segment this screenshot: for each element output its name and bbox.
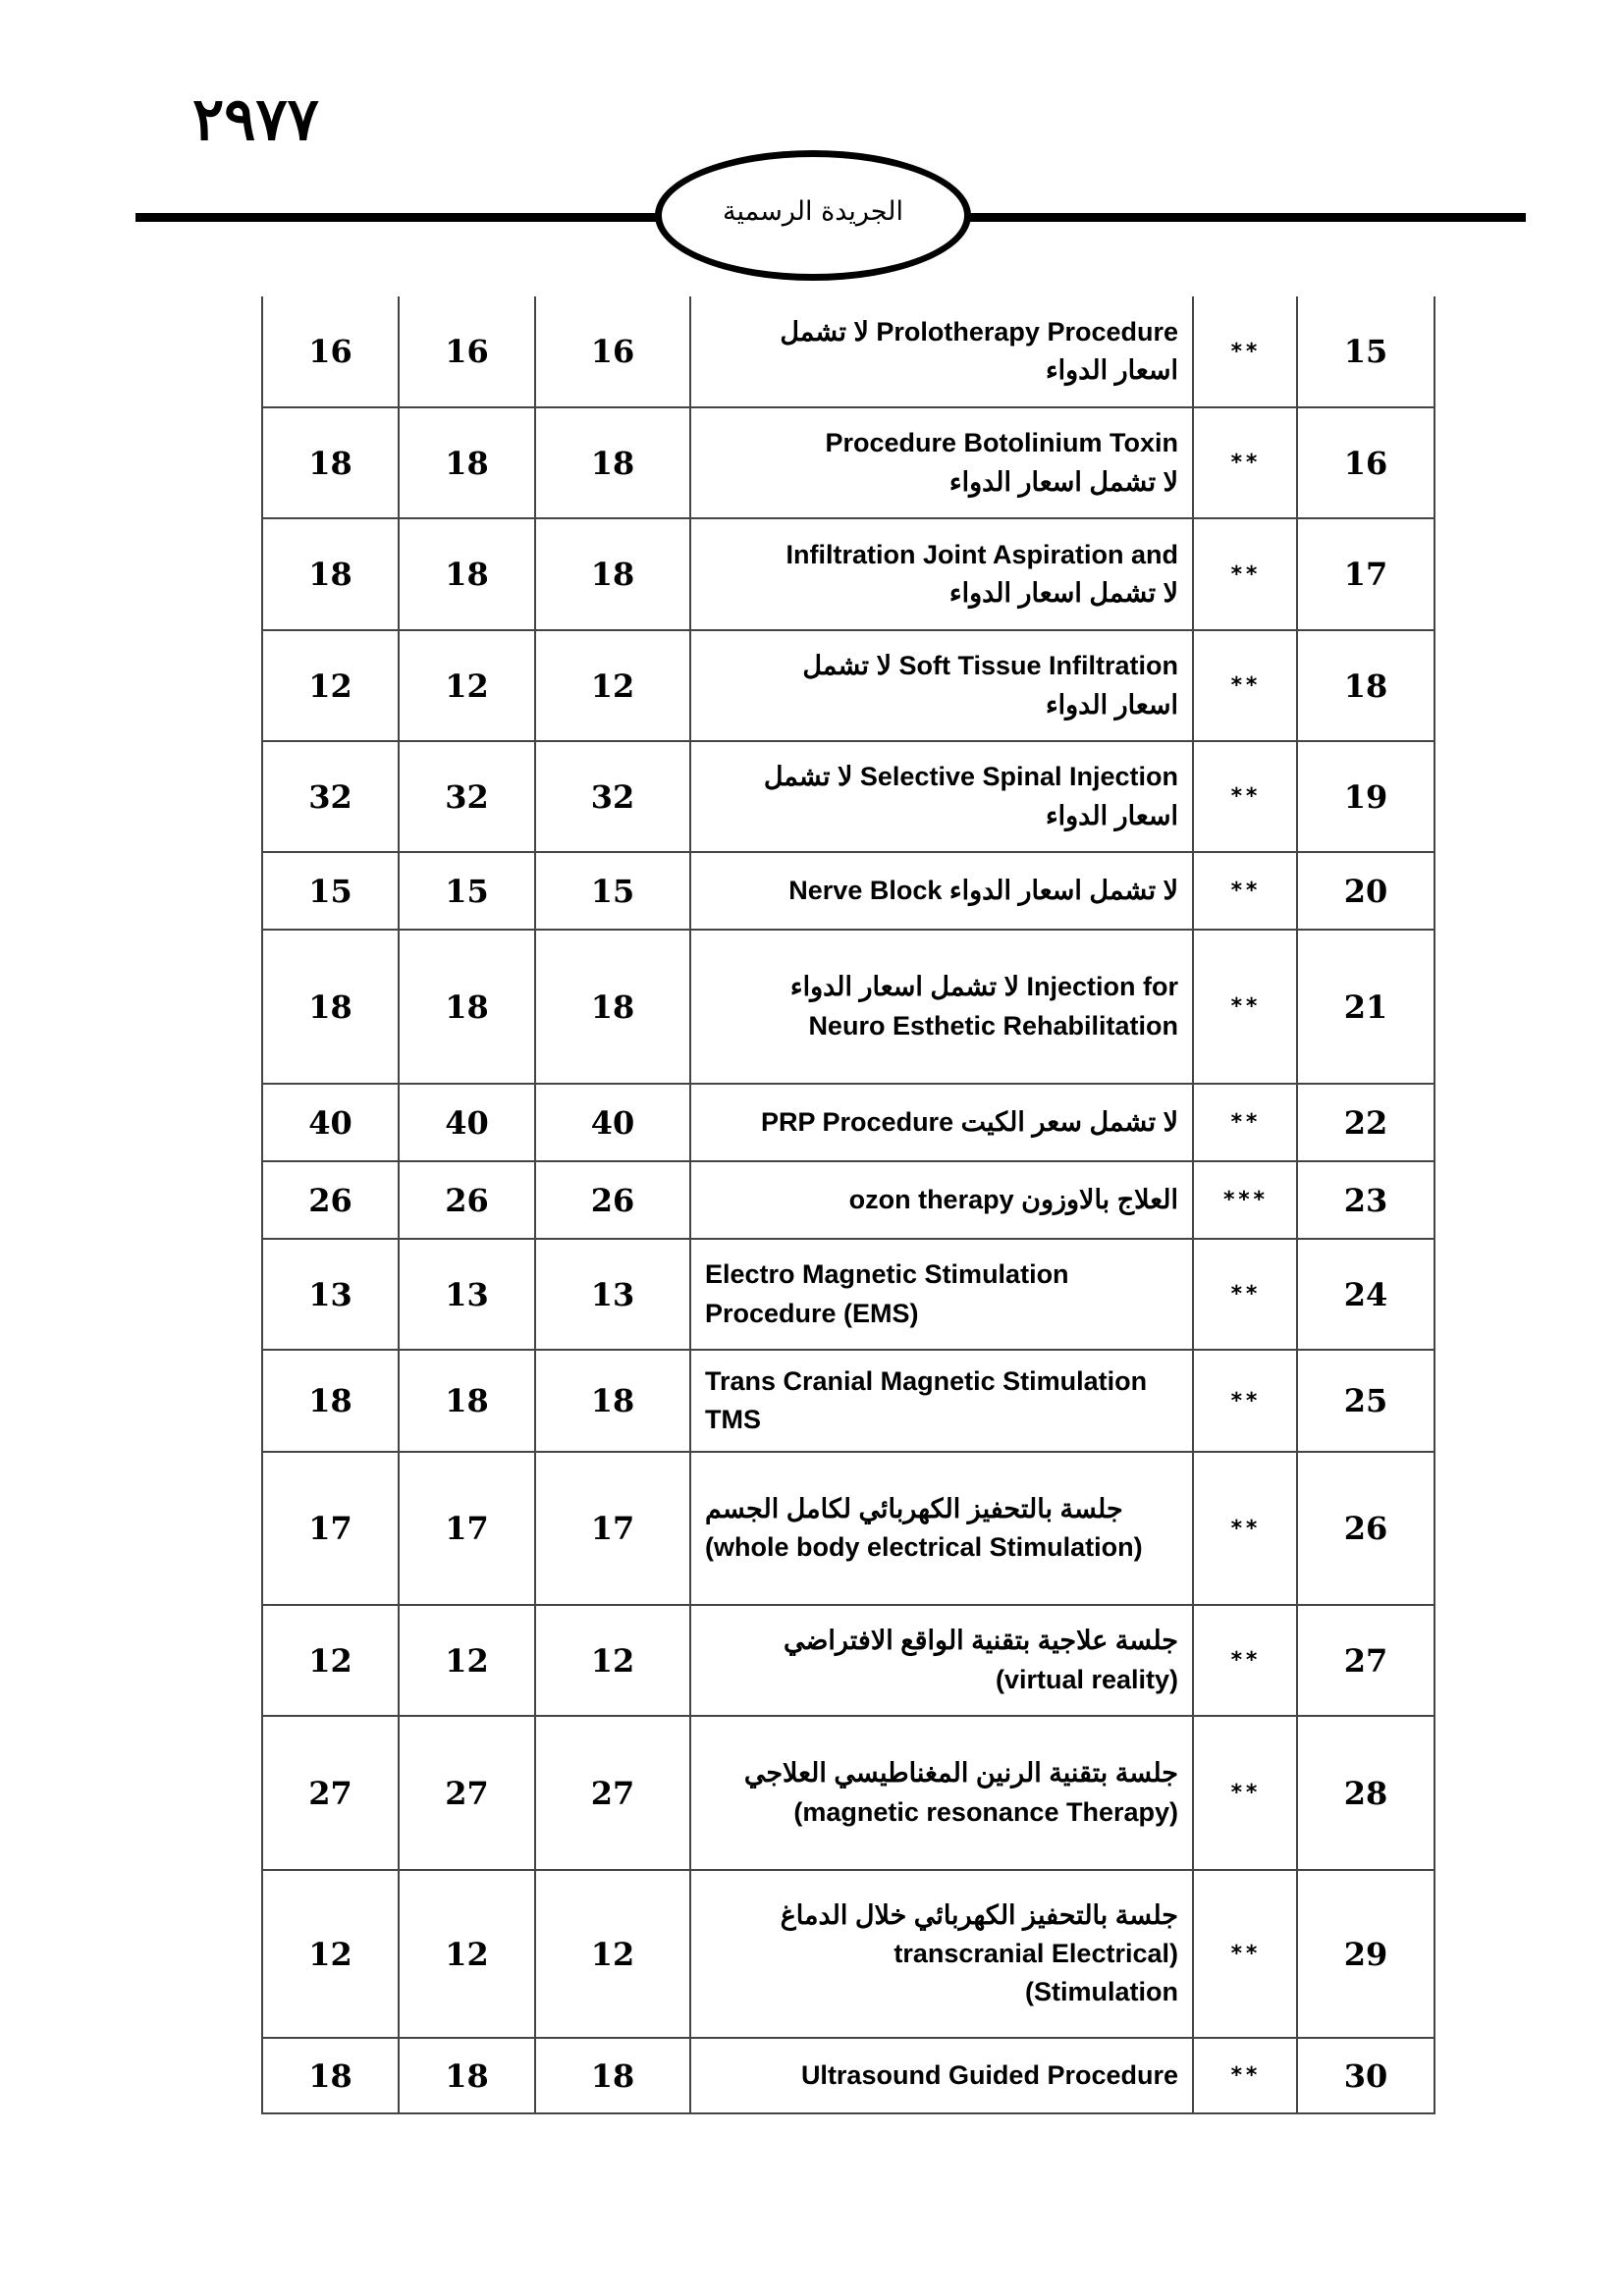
fee-value-3: 18 (535, 407, 690, 518)
fee-value-2: 15 (399, 852, 535, 930)
asterisk-mark: ** (1193, 407, 1297, 518)
procedure-description (690, 1350, 1193, 1452)
table-row (262, 1870, 1435, 2038)
fee-value-2: 16 (399, 296, 535, 407)
row-number: 30 (1297, 2038, 1435, 2113)
fee-value-3: 26 (535, 1161, 690, 1239)
description-line: لا تشمل Prolotherapy Procedure (780, 316, 1178, 347)
asterisk-mark: ** (1193, 1239, 1297, 1350)
table-row (262, 741, 1435, 852)
description-line: PRP Procedure لا تشمل سعر الكيت (761, 1106, 1178, 1137)
fee-value-1: 12 (262, 1870, 399, 2038)
procedure-description (690, 1239, 1193, 1350)
procedure-description (690, 1716, 1193, 1870)
fee-value-3: 18 (535, 518, 690, 630)
table-row (262, 1605, 1435, 1716)
fee-value-2: 26 (399, 1161, 535, 1239)
row-number: 29 (1297, 1870, 1435, 2038)
description-line: Infiltration Joint Aspiration and (785, 539, 1178, 569)
fee-value-3: 13 (535, 1239, 690, 1350)
description-line: ozon therapy العلاج بالاوزون (848, 1184, 1178, 1214)
description-line: اسعار الدواء (1045, 689, 1178, 720)
table-row (262, 1452, 1435, 1605)
table-row (262, 1716, 1435, 1870)
description-line: لا تشمل Selective Spinal Injection (763, 762, 1178, 792)
table-row (262, 930, 1435, 1084)
table-row (262, 2038, 1435, 2113)
fee-value-2: 12 (399, 1605, 535, 1716)
row-number: 24 (1297, 1239, 1435, 1350)
fee-value-3: 18 (535, 930, 690, 1084)
description-line: Trans Cranial Magnetic Stimulation (705, 1365, 1148, 1396)
description-line: جلسة بتقنية الرنين المغناطيسي العلاجي (743, 1758, 1178, 1789)
description-line: (whole body electrical Stimulation) (705, 1532, 1143, 1562)
row-number: 20 (1297, 852, 1435, 930)
fee-value-3: 15 (535, 852, 690, 930)
fee-value-2: 32 (399, 741, 535, 852)
row-number: 22 (1297, 1084, 1435, 1161)
asterisk-mark: ** (1193, 1452, 1297, 1605)
row-number: 19 (1297, 741, 1435, 852)
asterisk-mark: ** (1193, 518, 1297, 630)
procedure-description (690, 1452, 1193, 1605)
fee-value-3: 18 (535, 1350, 690, 1452)
header-ellipse (655, 150, 971, 281)
fee-value-3: 12 (535, 630, 690, 741)
description-line: Neuro Esthetic Rehabilitation (808, 1010, 1178, 1041)
page-number: ٢٩٧٧ (192, 85, 319, 154)
description-line: Ultrasound Guided Procedure (800, 2059, 1178, 2090)
asterisk-mark: ** (1193, 1084, 1297, 1161)
fee-value-3: 27 (535, 1716, 690, 1870)
procedure-description (690, 1870, 1193, 2038)
asterisk-mark: ** (1193, 1605, 1297, 1716)
table-row (262, 296, 1435, 407)
fee-value-1: 15 (262, 852, 399, 930)
gazette-title: الجريدة الرسمية (723, 196, 903, 227)
asterisk-mark: ** (1193, 1716, 1297, 1870)
row-number: 18 (1297, 630, 1435, 741)
fee-value-3: 12 (535, 1605, 690, 1716)
fee-value-3: 16 (535, 296, 690, 407)
procedure-description (690, 630, 1193, 741)
fee-value-3: 12 (535, 1870, 690, 2038)
fee-value-2: 18 (399, 518, 535, 630)
description-line: لا تشمل اسعار الدواء (948, 466, 1178, 497)
fee-value-2: 18 (399, 2038, 535, 2113)
asterisk-mark: ** (1193, 852, 1297, 930)
description-line: Nerve Block لا تشمل اسعار الدواء (788, 875, 1178, 905)
fee-value-2: 40 (399, 1084, 535, 1161)
description-line: جلسة علاجية بتقنية الواقع الافتراضي (783, 1626, 1178, 1656)
procedure-description (690, 407, 1193, 518)
fee-value-2: 13 (399, 1239, 535, 1350)
fee-value-1: 18 (262, 2038, 399, 2113)
procedure-description (690, 1084, 1193, 1161)
description-line: اسعار الدواء (1045, 355, 1178, 385)
row-number: 23 (1297, 1161, 1435, 1239)
row-number: 15 (1297, 296, 1435, 407)
procedure-description (690, 1605, 1193, 1716)
fee-value-2: 12 (399, 1870, 535, 2038)
fee-value-1: 18 (262, 407, 399, 518)
procedure-description (690, 2038, 1193, 2113)
procedure-description (690, 518, 1193, 630)
description-line: (magnetic resonance Therapy) (793, 1796, 1178, 1827)
fee-value-1: 27 (262, 1716, 399, 1870)
asterisk-mark: ** (1193, 296, 1297, 407)
fee-value-1: 17 (262, 1452, 399, 1605)
row-number: 27 (1297, 1605, 1435, 1716)
description-line: TMS (705, 1405, 761, 1434)
row-number: 28 (1297, 1716, 1435, 1870)
asterisk-mark: ** (1193, 2038, 1297, 2113)
fee-value-2: 18 (399, 1350, 535, 1452)
fee-value-2: 18 (399, 407, 535, 518)
fee-value-3: 18 (535, 2038, 690, 2113)
description-line: Procedure Botolinium Toxin (825, 428, 1178, 458)
fees-table (261, 296, 1435, 2114)
table-row (262, 407, 1435, 518)
table-row (262, 630, 1435, 741)
table-row (262, 1239, 1435, 1350)
procedure-description (690, 1161, 1193, 1239)
description-line: Electro Magnetic Stimulation (705, 1259, 1069, 1290)
table-row (262, 1161, 1435, 1239)
fee-value-3: 40 (535, 1084, 690, 1161)
fee-value-2: 27 (399, 1716, 535, 1870)
description-line: لا تشمل اسعار الدواء Injection for (789, 972, 1178, 1002)
asterisk-mark: ** (1193, 741, 1297, 852)
description-line: Procedure (EMS) (705, 1298, 919, 1328)
description-line: لا تشمل اسعار الدواء (948, 578, 1178, 608)
fee-value-1: 40 (262, 1084, 399, 1161)
description-line: جلسة بالتحفيز الكهربائي لكامل الجسم (705, 1493, 1123, 1523)
fee-value-1: 18 (262, 930, 399, 1084)
fee-value-2: 12 (399, 630, 535, 741)
description-line: لا تشمل Soft Tissue Infiltration (802, 651, 1178, 681)
asterisk-mark: ** (1193, 630, 1297, 741)
procedure-description (690, 930, 1193, 1084)
table-row (262, 518, 1435, 630)
table-row (262, 852, 1435, 930)
fee-value-3: 17 (535, 1452, 690, 1605)
asterisk-mark: ** (1193, 930, 1297, 1084)
fee-value-1: 26 (262, 1161, 399, 1239)
description-line: جلسة بالتحفيز الكهربائي خلال الدماغ (780, 1899, 1178, 1930)
procedure-description (690, 296, 1193, 407)
description-line: اسعار الدواء (1045, 800, 1178, 830)
fee-value-1: 13 (262, 1239, 399, 1350)
fee-value-1: 18 (262, 518, 399, 630)
row-number: 25 (1297, 1350, 1435, 1452)
asterisk-mark: ** (1193, 1870, 1297, 2038)
asterisk-mark: ** (1193, 1350, 1297, 1452)
procedure-description (690, 741, 1193, 852)
row-number: 17 (1297, 518, 1435, 630)
description-line: transcranial Electrical) (893, 1938, 1178, 1968)
fee-value-2: 18 (399, 930, 535, 1084)
table-row (262, 1350, 1435, 1452)
fee-value-1: 12 (262, 630, 399, 741)
row-number: 26 (1297, 1452, 1435, 1605)
description-line: (virtual reality) (995, 1664, 1178, 1694)
fee-value-3: 32 (535, 741, 690, 852)
fee-value-2: 17 (399, 1452, 535, 1605)
procedure-description (690, 852, 1193, 930)
table-row (262, 1084, 1435, 1161)
asterisk-mark: *** (1193, 1161, 1297, 1239)
fee-value-1: 16 (262, 296, 399, 407)
row-number: 16 (1297, 407, 1435, 518)
fee-value-1: 32 (262, 741, 399, 852)
fee-value-1: 12 (262, 1605, 399, 1716)
description-line: (Stimulation (1025, 1977, 1178, 2007)
row-number: 21 (1297, 930, 1435, 1084)
fee-value-1: 18 (262, 1350, 399, 1452)
